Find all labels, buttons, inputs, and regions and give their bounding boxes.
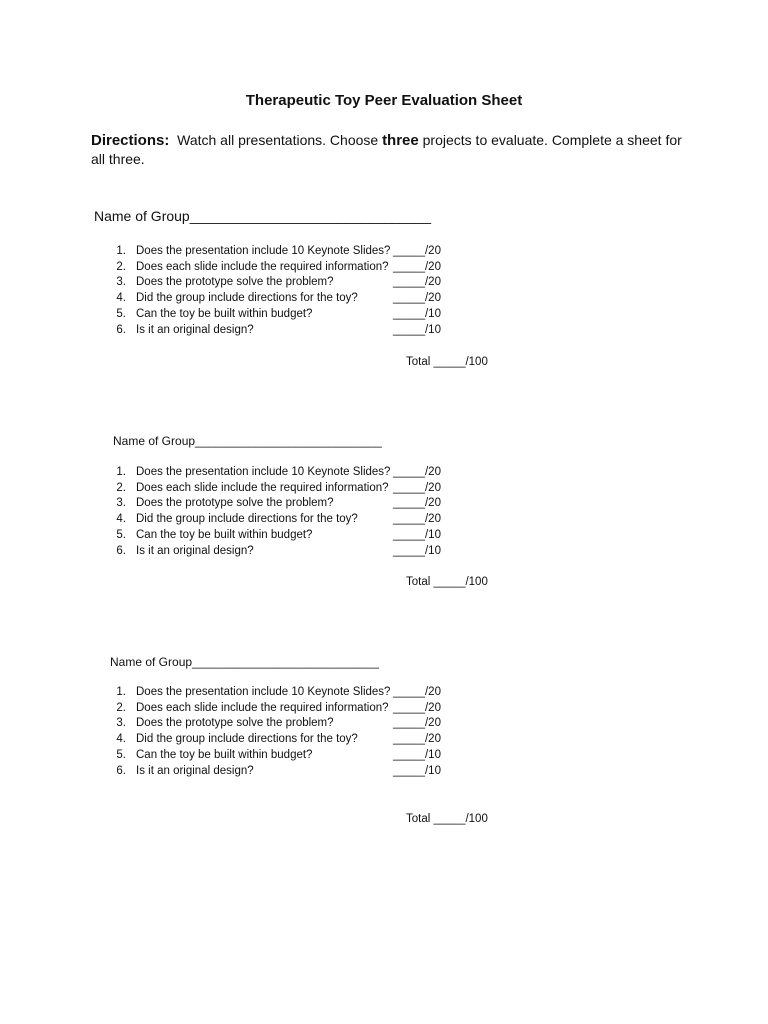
score-blank[interactable]: _____/20 [393, 701, 441, 714]
total-score-1[interactable]: Total _____/100 [406, 356, 488, 368]
item-question: Does the prototype solve the problem? [136, 497, 334, 510]
item-number: 3. [116, 276, 126, 289]
directions-text-2: projects to evaluate. Complete a sheet for all three. [91, 132, 682, 167]
score-blank[interactable]: _____/20 [393, 245, 441, 257]
score-blank[interactable]: _____/20 [393, 292, 441, 305]
item-number: 1. [116, 466, 126, 478]
item-number: 3. [116, 497, 126, 510]
score-blank[interactable]: _____/20 [393, 513, 441, 526]
item-question: Is it an original design? [136, 764, 254, 777]
item-number: 4. [116, 513, 126, 526]
item-question: Did the group include directions for the toy? [136, 292, 358, 305]
group-name-field-1[interactable]: Name of Group_______________________________ [94, 208, 432, 224]
item-question: Does the prototype solve the problem? [136, 717, 334, 730]
score-blank[interactable]: _____/20 [393, 260, 441, 273]
item-question: Does the presentation include 10 Keynote Slides? [136, 245, 391, 257]
item-question: Does the prototype solve the problem? [136, 276, 334, 289]
score-blank[interactable]: _____/20 [393, 466, 441, 478]
score-blank[interactable]: _____/20 [393, 497, 441, 510]
score-blank[interactable]: _____/10 [393, 528, 441, 541]
score-blank[interactable]: _____/20 [393, 481, 441, 494]
score-blank[interactable]: _____/10 [393, 748, 441, 761]
directions-emphasis: three [382, 132, 419, 149]
item-question: Can the toy be built within budget? [136, 307, 313, 320]
item-number: 2. [116, 260, 126, 273]
item-question: Did the group include directions for the toy? [136, 513, 358, 526]
score-blank[interactable]: _____/10 [393, 323, 441, 336]
item-number: 4. [116, 733, 126, 746]
item-question: Does the presentation include 10 Keynote Slides? [136, 466, 391, 478]
score-blank[interactable]: _____/20 [393, 733, 441, 746]
directions-lead: Directions: [91, 132, 170, 149]
item-question: Does each slide include the required information? [136, 701, 389, 714]
item-number: 1. [116, 686, 126, 698]
item-number: 5. [116, 748, 126, 761]
item-number: 6. [116, 323, 126, 336]
score-blank[interactable]: _____/20 [393, 717, 441, 730]
score-blank[interactable]: _____/20 [393, 276, 441, 289]
item-question: Can the toy be built within budget? [136, 748, 313, 761]
item-number: 5. [116, 307, 126, 320]
score-blank[interactable]: _____/20 [393, 686, 441, 698]
item-number: 5. [116, 528, 126, 541]
item-question: Is it an original design? [136, 544, 254, 557]
item-number: 6. [116, 764, 126, 777]
group-name-field-3[interactable]: Name of Group____________________________ [110, 655, 379, 669]
score-blank[interactable]: _____/10 [393, 544, 441, 557]
item-number: 6. [116, 544, 126, 557]
score-blank[interactable]: _____/10 [393, 764, 441, 777]
directions-text-1: Watch all presentations. Choose [177, 132, 383, 148]
item-number: 1. [116, 245, 126, 257]
item-question: Can the toy be built within budget? [136, 528, 313, 541]
item-question: Is it an original design? [136, 323, 254, 336]
item-number: 2. [116, 481, 126, 494]
item-number: 2. [116, 701, 126, 714]
score-blank[interactable]: _____/10 [393, 307, 441, 320]
item-question: Does the presentation include 10 Keynote Slides? [136, 686, 391, 698]
item-question: Did the group include directions for the toy? [136, 733, 358, 746]
directions-paragraph [91, 131, 691, 169]
page-title: Therapeutic Toy Peer Evaluation Sheet [245, 92, 523, 109]
group-name-field-2[interactable]: Name of Group____________________________ [113, 434, 382, 448]
total-score-3[interactable]: Total _____/100 [406, 813, 488, 825]
item-question: Does each slide include the required information? [136, 260, 389, 273]
item-question: Does each slide include the required information? [136, 481, 389, 494]
item-number: 4. [116, 292, 126, 305]
total-score-2[interactable]: Total _____/100 [406, 576, 488, 588]
item-number: 3. [116, 717, 126, 730]
